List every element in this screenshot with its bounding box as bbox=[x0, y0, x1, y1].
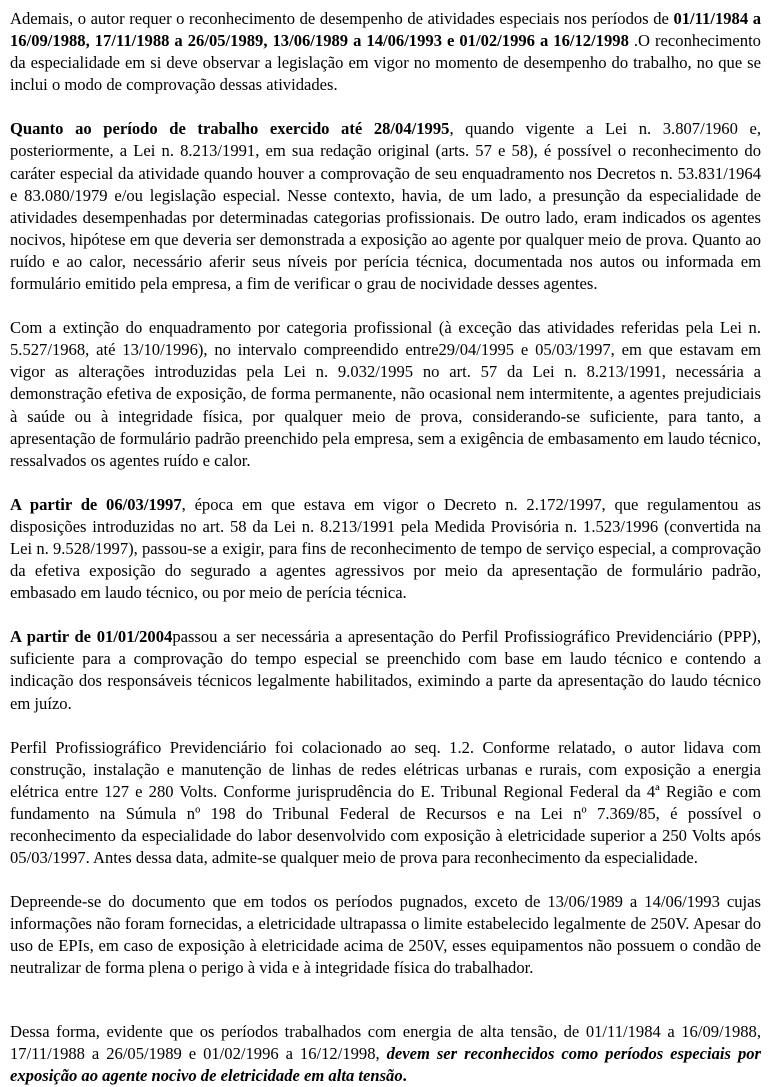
paragraph-request-periods: 01/11/1984 a 16/09/1988, 17/11/1988 a 26/05/1989, 13/06/1989 a 14/06/1993 e 01/02/1996 a 16/12/1998 bbox=[10, 9, 761, 51]
paragraph-from-2004 bbox=[10, 626, 761, 714]
paragraph-from-2004-body: passou a ser necessária a apresentação do Perfil Profissiográfico Previdenciário (PPP), suficiente para a comprovação do tempo especial se preenchido com base em laudo técnico e contendo a indicação dos responsáveis técnicos legalmente habilitados, eximindo a parte da apresentação do laudo técnico em juízo. bbox=[10, 627, 762, 713]
paragraph-spacer bbox=[10, 472, 761, 494]
paragraph-from-1997-heading: A partir de 06/03/1997 bbox=[10, 494, 182, 514]
paragraph-ppp-body: Perfil Profissiográfico Previdenciário foi colacionado ao seq. 1.2. Conforme relatado, o autor lidava com construção, instalação e manutenção de linhas de redes elétricas urbanas e rurais, com exposição a energia elétrica entre 127 e 280 Volts. Conforme jurisprudência do E. Tribunal Regional Federal da 4ª Região e com fundamento na Súmula nº 198 do Tribunal Federal de Recursos e na Lei nº 7.369/85, é possível o reconhecimento da especialidade do labor desenvolvido com exposição à eletricidade superior a 250 Volts após 05/03/1997. Antes dessa data, admite-se qualquer meio de prova para reconhecimento da especialidade. bbox=[10, 737, 761, 868]
paragraph-conclusion bbox=[10, 1021, 761, 1087]
paragraph-request-lead: Ademais, o autor requer o reconhecimento de desempenho de atividades especiais nos períodos de bbox=[10, 9, 674, 28]
paragraph-from-2004-heading: A partir de 01/01/2004 bbox=[10, 627, 173, 647]
paragraph-spacer bbox=[10, 980, 761, 1021]
paragraph-1995-1997 bbox=[10, 317, 761, 472]
paragraph-request-tail: .O reconhecimento da especialidade em si deve observar a legislação em vigor no momento de desempenho do trabalho, no que se inclui o modo de comprovação dessas atividades. bbox=[10, 31, 761, 95]
paragraph-request bbox=[10, 8, 761, 96]
paragraph-until-1995-heading: Quanto ao período de trabalho exercido até 28/04/1995 bbox=[10, 119, 450, 139]
paragraph-conclusion-end: . bbox=[402, 1065, 407, 1085]
paragraph-1995-1997-body: Com a extinção do enquadramento por categoria profissional (à exceção das atividades referidas pela Lei n. 5.527/1968, até 13/10/1996), no intervalo compreendido entre29/04/1995 e 05/03/1997, em que estavam em vigor as alterações introduzidas pela Lei n. 9.032/1995 no art. 57 da Lei n. 8.213/1991, necessária a demonstração efetiva de exposição, de forma permanente, não ocasional nem intermitente, a agentes prejudiciais à saúde ou à integridade física, por qualquer meio de prova, considerando-se suficiente, para tanto, a apresentação de formulário padrão preenchido pela empresa, sem a exigência de embasamento em laudo técnico, ressalvados os agentes ruído e calor. bbox=[10, 318, 761, 470]
paragraph-spacer bbox=[10, 715, 761, 737]
paragraph-spacer bbox=[10, 295, 761, 317]
paragraph-ppp bbox=[10, 737, 761, 870]
paragraph-document-analysis-body: Depreende-se do documento que em todos os períodos pugnados, exceto de 13/06/1989 a 14/06/1993 cujas informações não foram fornecidas, a eletricidade ultrapassa o limite estabelecido legalmente de 250V. Apesar do uso de EPIs, em caso de exposição à eletricidade acima de 250V, esses equipamentos não possuem o condão de neutralizar de forma plena o perigo à vida e à integridade física do trabalhador. bbox=[10, 892, 761, 978]
paragraph-from-1997 bbox=[10, 494, 761, 604]
paragraph-from-1997-body: , época em que estava em vigor o Decreto n. 2.172/1997, que regulamentou as disposições introduzidas no art. 58 da Lei n. 8.213/1991 pela Medida Provisória n. 1.523/1996 (convertida na Lei n. 9.528/1997), passou-se a exigir, para fins de reconhecimento de tempo de serviço especial, a comprovação da efetiva exposição do segurado a agentes agressivos por meio da apresentação de formulário padrão, embasado em laudo técnico, ou por meio de perícia técnica. bbox=[10, 494, 762, 603]
paragraph-document-analysis bbox=[10, 891, 761, 979]
paragraph-until-1995-body: , quando vigente a Lei n. 3.807/1960 e, posteriormente, a Lei n. 8.213/1991, em sua redação original (arts. 57 e 58), é possível o reconhecimento do caráter especial da atividade quando houver a comprovação de seu enquadramento nos Decretos n. 53.831/1964 e 83.080/1979 e/ou legislação especial. Nesse contexto, havia, de um lado, a presunção da especialidade de atividades desempenhadas por determinadas categorias profissionais. De outro lado, eram indicados os agentes nocivos, hipótese em que deveria ser demonstrada a exposição ao agente por qualquer meio de prova. Quanto ao ruído e ao calor, necessário aferir seus níveis por perícia técnica, documentada nos autos ou informada em formulário emitido pela empresa, a fim de verificar o grau de nocividade desses agentes. bbox=[10, 119, 761, 294]
paragraph-conclusion-lead: Dessa forma, evidente que os períodos trabalhados com energia de alta tensão, de 01/11/1984 a 16/09/1988, 17/11/1988 a 26/05/1989 e 01/02/1996 a 16/12/1998, bbox=[10, 1021, 761, 1063]
paragraph-spacer bbox=[10, 96, 761, 118]
paragraph-until-1995 bbox=[10, 118, 761, 295]
paragraph-conclusion-emphasis: devem ser reconhecidos como períodos especiais por exposição ao agente nocivo de eletricidade em alta tensão bbox=[10, 1043, 761, 1085]
paragraph-spacer bbox=[10, 604, 761, 626]
paragraph-spacer bbox=[10, 869, 761, 891]
